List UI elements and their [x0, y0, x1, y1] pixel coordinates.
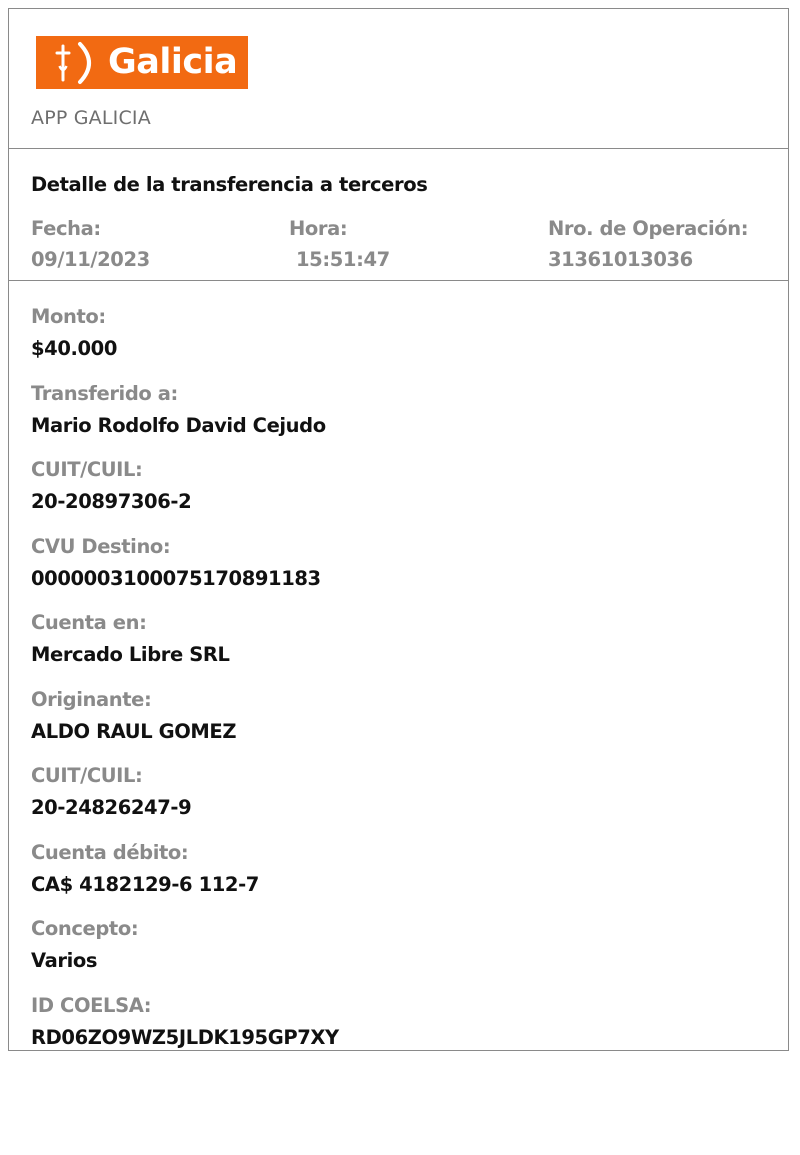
bank-logo [36, 36, 248, 89]
field-cuenta-en [31, 611, 339, 688]
transfer-summary [9, 149, 788, 281]
receipt-frame [8, 8, 789, 1051]
field-label: ID COELSA: [31, 993, 152, 1017]
field-monto [31, 305, 339, 382]
field-cuit-destino [31, 458, 339, 535]
field-value: Mario Rodolfo David Cejudo [31, 413, 326, 437]
field-value: RD06ZO9WZ5JLDK195GP7XY [31, 1025, 339, 1049]
receipt-header [9, 9, 788, 149]
hora-column [289, 217, 390, 272]
field-label: Monto: [31, 305, 106, 328]
field-label: CVU Destino: [31, 534, 171, 558]
bank-logo-text: Galicia [108, 42, 238, 82]
operacion-column [548, 217, 748, 272]
field-label: Originante: [31, 687, 152, 711]
fecha-column [31, 217, 150, 272]
field-value: 0000003100075170891183 [31, 566, 321, 590]
field-value: $40.000 [31, 337, 118, 360]
field-cuit-originante [31, 764, 339, 841]
fecha-label: Fecha: [31, 217, 101, 240]
hora-value: 15:51:47 [296, 248, 390, 271]
field-cvu-destino [31, 535, 339, 612]
transfer-details [31, 305, 339, 1070]
field-label: Transferido a: [31, 381, 178, 405]
field-value: ALDO RAUL GOMEZ [31, 719, 237, 743]
field-concepto [31, 917, 339, 994]
field-value: Mercado Libre SRL [31, 643, 230, 666]
field-label: Cuenta en: [31, 611, 147, 634]
field-value: 20-24826247-9 [31, 796, 192, 819]
field-value: 20-20897306-2 [31, 490, 192, 513]
hora-label: Hora: [289, 217, 348, 240]
field-label: CUIT/CUIL: [31, 458, 143, 481]
field-value: Varios [31, 949, 98, 972]
field-id-coelsa [31, 994, 339, 1071]
field-originante [31, 688, 339, 765]
galicia-emblem-icon [46, 40, 104, 86]
app-name: APP GALICIA [31, 107, 151, 129]
field-value: CA$ 4182129-6 112-7 [31, 872, 259, 896]
field-label: Cuenta débito: [31, 840, 189, 864]
fecha-value: 09/11/2023 [31, 248, 150, 271]
field-cuenta-debito [31, 841, 339, 918]
operacion-value: 31361013036 [548, 248, 693, 271]
page-title: Detalle de la transferencia a terceros [31, 173, 428, 196]
field-label: Concepto: [31, 917, 139, 940]
operacion-label: Nro. de Operación: [548, 217, 749, 240]
field-label: CUIT/CUIL: [31, 764, 143, 787]
field-transferido-a [31, 382, 339, 459]
